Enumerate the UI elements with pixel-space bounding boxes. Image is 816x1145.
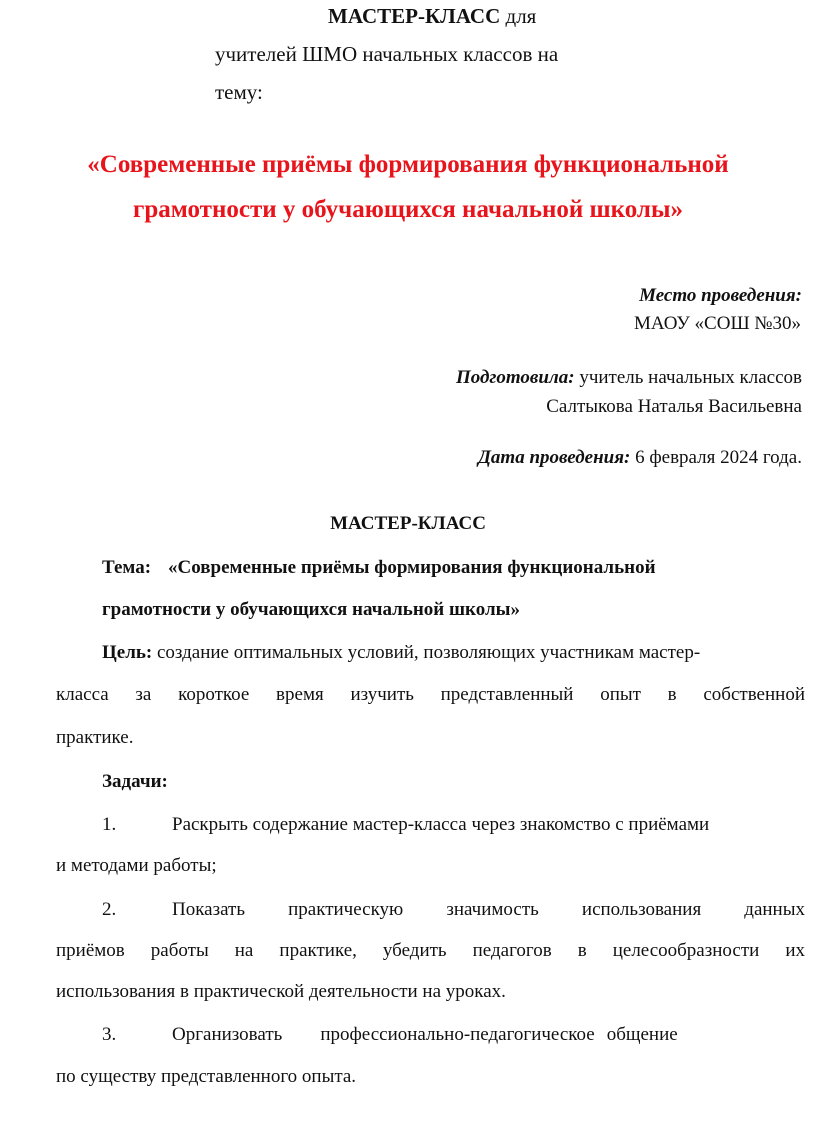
header-title-rest: для	[500, 4, 537, 28]
goal-line-1	[102, 642, 700, 664]
task-3-line-1	[102, 1024, 678, 1046]
task-2-line-1	[102, 899, 805, 921]
topic-text-1: «Современные приёмы формирования функциональной	[168, 557, 656, 578]
header-title-bold: МАСТЕР-КЛАСС	[328, 4, 501, 28]
topic-red-line-1: «Современные приёмы формирования функциональной	[87, 151, 729, 178]
goal-label: Цель:	[102, 642, 153, 663]
header-line-2: учителей ШМО начальных классов на	[215, 42, 559, 66]
task-2-text-1: Показать практическую значимость использования данных	[172, 899, 805, 920]
header-line-3: тему:	[215, 80, 263, 104]
tasks-label: Задачи:	[102, 771, 168, 792]
date-line	[478, 447, 802, 469]
goal-line-2: класса за короткое время изучить представленный опыт в собственной	[56, 684, 805, 705]
venue-value: МАОУ «СОШ №30»	[634, 313, 801, 334]
prepared-label: Подготовила:	[455, 367, 575, 388]
task-2-num: 2.	[102, 899, 117, 920]
task-1-text-1: Раскрыть содержание мастер-класса через знакомство с приёмами	[172, 814, 710, 835]
goal-line-3: практике.	[56, 727, 134, 748]
prepared-name: Салтыкова Наталья Васильевна	[546, 396, 802, 417]
task-1-line-2: и методами работы;	[56, 855, 217, 876]
header-title	[328, 4, 536, 29]
topic-line-2: грамотности у обучающихся начальной школы»	[102, 599, 520, 620]
task-1-line-1	[102, 814, 709, 836]
date-value: 6 февраля 2024 года.	[630, 447, 802, 468]
task-2-line-2: приёмов работы на практике, убедить педагогов в целесообразности их	[56, 940, 805, 961]
prepared-value: учитель начальных классов	[574, 367, 802, 388]
section-heading: МАСТЕР-КЛАСС	[330, 513, 486, 534]
task-3-line-2: по существу представленного опыта.	[56, 1066, 357, 1087]
task-3-text-1b: профессионально-педагогическое	[320, 1024, 595, 1045]
task-3-num: 3.	[102, 1024, 117, 1045]
task-1-num: 1.	[102, 814, 117, 835]
topic-line-1	[102, 557, 656, 579]
task-2-line-3: использования в практической деятельности на уроках.	[56, 981, 506, 1002]
venue-label: Место проведения:	[639, 285, 802, 306]
goal-text-1: создание оптимальных условий, позволяющих участникам мастер-	[152, 642, 701, 663]
task-3-text-1c: общение	[606, 1024, 678, 1045]
prepared-line	[456, 367, 802, 389]
topic-label: Тема:	[102, 557, 152, 578]
date-label: Дата проведения:	[477, 447, 631, 468]
task-3-text-1a: Организовать	[172, 1024, 283, 1045]
topic-red-line-2: грамотности у обучающихся начальной школы»	[133, 196, 683, 223]
